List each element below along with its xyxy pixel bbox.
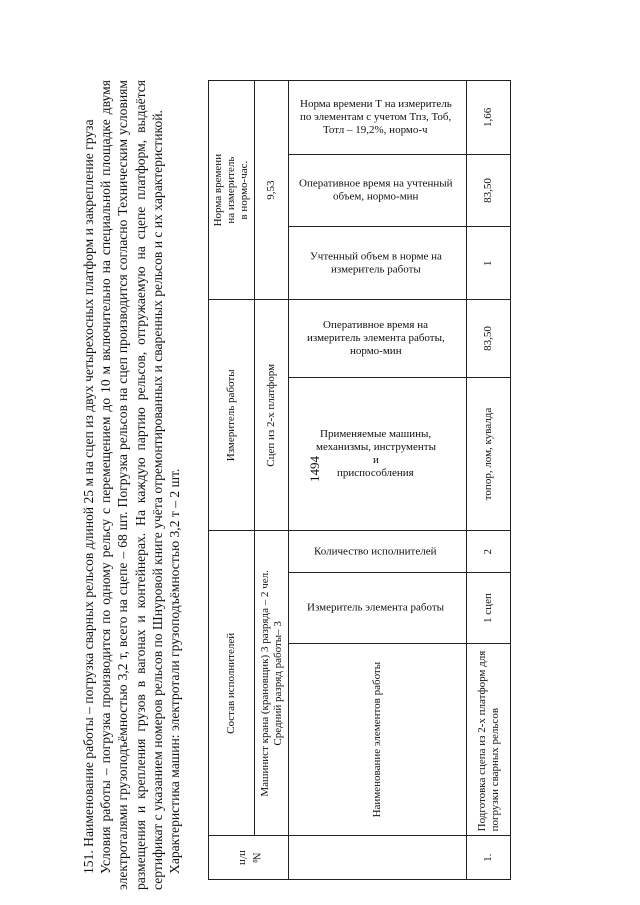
machines-spec: Характеристика машин: электротали грузоподъёмностью 3,2 т – 2 шт. — [167, 468, 183, 874]
intro-text — [80, 80, 183, 890]
header-volume: Учтенный объем в норме на измеритель работы — [289, 227, 467, 300]
staff-value: Машинист крана (крановщик) 3 разряда – 2 чел. Средний разряд работы– 3 — [255, 531, 289, 836]
row-unit: 1 сцеп — [467, 573, 511, 644]
row-tools: топор, лом, кувалда — [467, 377, 511, 531]
header-unit: Измеритель работы — [209, 300, 255, 531]
header-element-unit: Измеритель элемента работы — [289, 573, 467, 644]
header-num: № п/п — [209, 836, 289, 880]
row-op-time: 83,50 — [467, 300, 511, 377]
row-volume: 1 — [467, 227, 511, 300]
table-row — [467, 81, 511, 880]
header-element-name: Наименование элементов работы — [289, 643, 467, 835]
header-tools: Применяемые машины, механизмы, инструменты и приспособления — [289, 377, 467, 531]
header-workers: Количество исполнителей — [289, 531, 467, 573]
row-num: 1. — [467, 836, 511, 880]
page-number: 1494 — [307, 456, 322, 482]
rotated-document — [80, 80, 620, 890]
row-op-time-total: 83,50 — [467, 154, 511, 227]
work-conditions: Условия работы – погрузка производится по одному рельсу с перемещением до 10 м включительно на специальной площадке двумя электроталями грузоподъёмностью 3,2 т, всего на сцепе – 68 шт. Погрузка рельсов на сцеп производится согласно Техническим условиям размещения и крепления грузов в вагонах и контейнерах. На каждую партию рельсов, отгружаемую на сцепе платформ, выдаётся сертификат с указанием номеров рельсов по Шнуровой книге учёта отремонтированных и сваренных рельсов и с их характеристикой. — [98, 80, 165, 890]
norm-value: 9,53 — [255, 81, 289, 300]
header-staff: Состав исполнителей — [209, 531, 255, 836]
row-name: Подготовка сцепа из 2-х платформ для погрузки сварных рельсов — [467, 643, 511, 835]
header-blank — [289, 836, 467, 880]
norm-table — [208, 80, 511, 880]
row-workers: 2 — [467, 531, 511, 573]
header-op-time: Оперативное время на измеритель элемента работы, нормо-мин — [289, 300, 467, 377]
header-op-time-unit: Оперативное время на учтенный объем, нормо-мин — [289, 154, 467, 227]
header-norm: Норма времени на измеритель в нормо-час. — [209, 81, 255, 300]
work-title: 151. Наименование работы – погрузка сварных рельсов длиной 25 м на сцеп из двух четырехосных платформ и закрепление груза — [81, 119, 96, 874]
row-norm: 1,66 — [467, 81, 511, 155]
unit-value: Сцеп из 2-х платформ — [255, 300, 289, 531]
header-norm-per-unit: Норма времени Т на измеритель по элементам с учетом Тпз, Тоб, Тотл – 19,2%, нормо-ч — [289, 81, 467, 155]
